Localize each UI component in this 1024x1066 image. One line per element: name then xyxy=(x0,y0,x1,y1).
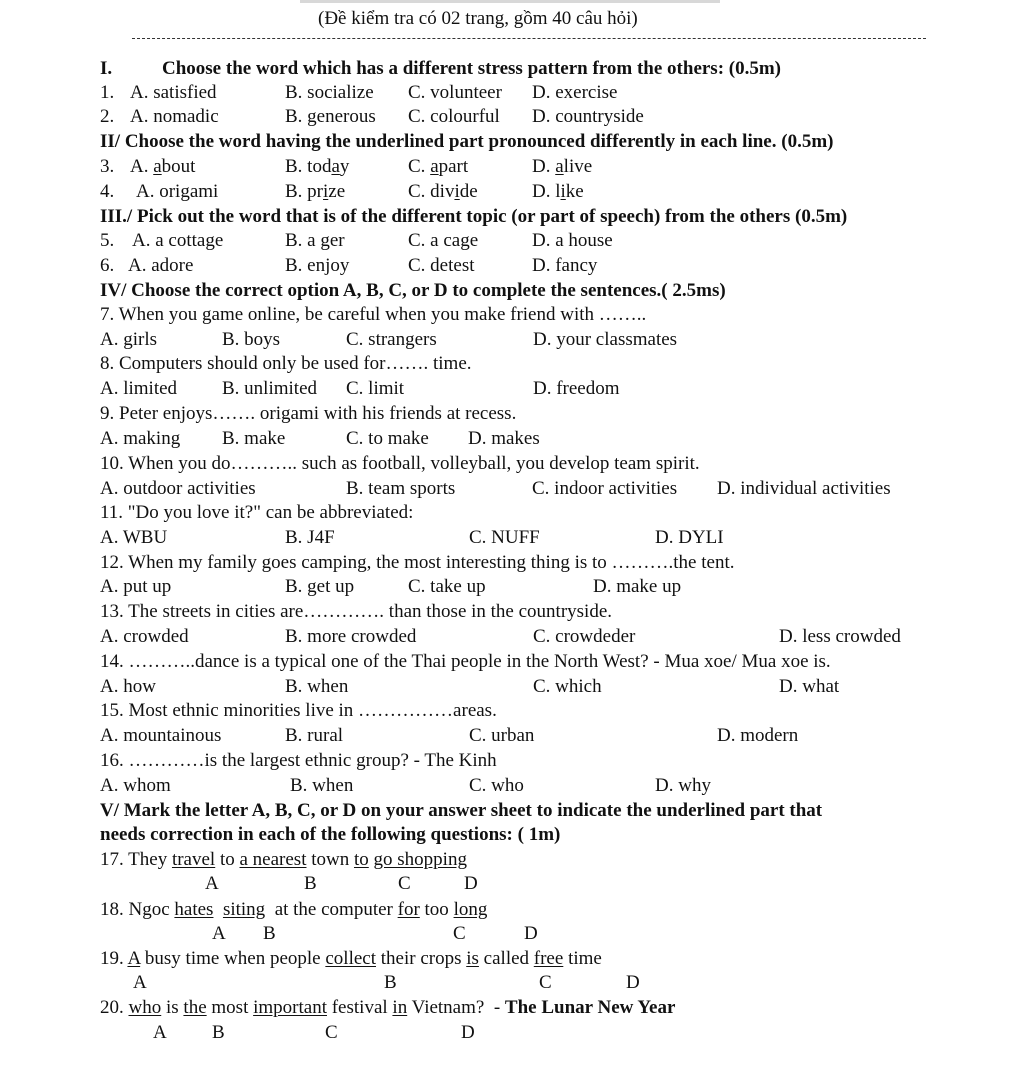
q7-stem: 7. When you game online, be careful when you make friend with …….. xyxy=(100,304,647,325)
q6-option-b: B. enjoy xyxy=(285,255,350,276)
q17-label-b: B xyxy=(304,873,317,894)
q14-option-d: D. what xyxy=(779,676,840,697)
q8-option-c: C. limit xyxy=(346,378,405,399)
q11-option-d: D. DYLI xyxy=(655,527,724,548)
q18-label-c: C xyxy=(453,923,466,944)
q16-option-c: C. who xyxy=(469,775,524,796)
q4-option-b: B. prize xyxy=(285,181,346,202)
q19-sentence: 19. A busy time when people collect their crops is called free time xyxy=(100,948,602,969)
q1-option-b: B. socialize xyxy=(285,82,374,103)
section-1-number: I. xyxy=(100,58,113,79)
q20-label-b: B xyxy=(212,1022,225,1043)
q20-label-a: A xyxy=(153,1022,167,1043)
section-1-heading: Choose the word which has a different stress pattern from the others: (0.5m) xyxy=(162,58,782,79)
q9-option-b: B. make xyxy=(222,428,286,449)
q20-answer: The Lunar New Year xyxy=(504,997,676,1018)
q11-stem: 11. "Do you love it?" can be abbreviated: xyxy=(100,502,414,523)
q2-option-b: B. generous xyxy=(285,106,376,127)
q19-label-a: A xyxy=(133,972,147,993)
q15-option-d: D. modern xyxy=(717,725,799,746)
section-4-heading: IV/ Choose the correct option A, B, C, or D to complete the sentences.( 2.5ms) xyxy=(100,280,726,301)
q9-option-d: D. makes xyxy=(468,428,540,449)
q5-option-d: D. a house xyxy=(532,230,613,251)
q2-option-a: A. nomadic xyxy=(130,106,219,127)
q17-label-c: C xyxy=(398,873,411,894)
q2-option-c: C. colourful xyxy=(408,106,500,127)
q3-option-c: C. apart xyxy=(408,156,469,177)
q16-option-d: D. why xyxy=(655,775,711,796)
q17-sentence: 17. They travel to a nearest town to go shopping xyxy=(100,849,467,870)
q1-option-d: D. exercise xyxy=(532,82,618,103)
section-5-heading-line1: V/ Mark the letter A, B, C, or D on your answer sheet to indicate the underlined part that xyxy=(100,800,823,821)
cropped-header-strip xyxy=(300,0,720,3)
q18-label-a: A xyxy=(212,923,226,944)
q8-option-b: B. unlimited xyxy=(222,378,317,399)
q1-number: 1. xyxy=(100,82,115,103)
q8-stem: 8. Computers should only be used for……. time. xyxy=(100,353,472,374)
q3-option-a: A. about xyxy=(130,156,196,177)
section-2-heading: II/ Choose the word having the underlined part pronounced differently in each line. (0.5m) xyxy=(100,131,834,152)
q14-option-b: B. when xyxy=(285,676,349,697)
q13-option-c: C. crowdeder xyxy=(533,626,636,647)
q9-option-c: C. to make xyxy=(346,428,429,449)
q11-option-b: B. J4F xyxy=(285,527,335,548)
q12-stem: 12. When my family goes camping, the most interesting thing is to ……….the tent. xyxy=(100,552,735,573)
q3-option-b: B. today xyxy=(285,156,350,177)
q5-number: 5. xyxy=(100,230,115,251)
q3-number: 3. xyxy=(100,156,115,177)
q7-option-a: A. girls xyxy=(100,329,157,350)
q12-option-a: A. put up xyxy=(100,576,172,597)
q12-option-b: B. get up xyxy=(285,576,355,597)
q11-option-c: C. NUFF xyxy=(469,527,540,548)
q6-option-a: A. adore xyxy=(128,255,194,276)
q11-option-a: A. WBU xyxy=(100,527,168,548)
q15-option-b: B. rural xyxy=(285,725,344,746)
q16-option-a: A. whom xyxy=(100,775,171,796)
q9-option-a: A. making xyxy=(100,428,181,449)
q4-option-d: D. like xyxy=(532,181,584,202)
q12-option-d: D. make up xyxy=(593,576,682,597)
q18-label-d: D xyxy=(524,923,538,944)
q15-option-a: A. mountainous xyxy=(100,725,222,746)
q16-option-b: B. when xyxy=(290,775,354,796)
q18-label-b: B xyxy=(263,923,276,944)
q7-option-c: C. strangers xyxy=(346,329,437,350)
q14-option-a: A. how xyxy=(100,676,156,697)
q10-option-d: D. individual activities xyxy=(717,478,891,499)
q14-option-c: C. which xyxy=(533,676,602,697)
q19-label-b: B xyxy=(384,972,397,993)
q17-label-a: A xyxy=(205,873,219,894)
q18-sentence: 18. Ngoc hates siting at the computer for too long xyxy=(100,899,488,920)
q2-option-d: D. countryside xyxy=(532,106,644,127)
q4-option-c: C. divide xyxy=(408,181,478,202)
q2-number: 2. xyxy=(100,106,115,127)
q17-label-d: D xyxy=(464,873,478,894)
q19-label-d: D xyxy=(626,972,640,993)
q5-option-a: A. a cottage xyxy=(132,230,224,251)
q1-option-a: A. satisfied xyxy=(130,82,217,103)
q6-number: 6. xyxy=(100,255,115,276)
section-5-heading-line2: needs correction in each of the following questions: ( 1m) xyxy=(100,824,561,845)
q7-option-d: D. your classmates xyxy=(533,329,678,350)
q16-stem: 16. …………is the largest ethnic group? - The Kinh xyxy=(100,750,497,771)
q10-stem: 10. When you do……….. such as football, volleyball, you develop team spirit. xyxy=(100,453,700,474)
q13-option-b: B. more crowded xyxy=(285,626,417,647)
q10-option-c: C. indoor activities xyxy=(532,478,678,499)
q8-option-a: A. limited xyxy=(100,378,178,399)
q12-option-c: C. take up xyxy=(408,576,486,597)
q13-option-a: A. crowded xyxy=(100,626,189,647)
q1-option-c: C. volunteer xyxy=(408,82,502,103)
q4-option-a: A. origami xyxy=(136,181,219,202)
q6-option-d: D. fancy xyxy=(532,255,598,276)
q10-option-a: A. outdoor activities xyxy=(100,478,256,499)
q13-stem: 13. The streets in cities are…………. than those in the countryside. xyxy=(100,601,613,622)
q5-option-c: C. a cage xyxy=(408,230,479,251)
q7-option-b: B. boys xyxy=(222,329,281,350)
q13-option-d: D. less crowded xyxy=(779,626,901,647)
q20-sentence: 20. who is the most important festival in Vietnam? - The Lunar New Year xyxy=(100,997,676,1018)
q5-option-b: B. a ger xyxy=(285,230,345,251)
q4-number: 4. xyxy=(100,181,115,202)
exam-note: (Đề kiểm tra có 02 trang, gồm 40 câu hỏi) xyxy=(318,8,638,29)
q8-option-d: D. freedom xyxy=(533,378,620,399)
q3-option-d: D. alive xyxy=(532,156,593,177)
q15-stem: 15. Most ethnic minorities live in ……………areas. xyxy=(100,700,497,721)
q14-stem: 14. ………..dance is a typical one of the Thai people in the North West? - Mua xoe/ Mua xoe is. xyxy=(100,651,831,672)
q20-label-c: C xyxy=(325,1022,338,1043)
q6-option-c: C. detest xyxy=(408,255,475,276)
q19-label-c: C xyxy=(539,972,552,993)
q9-stem: 9. Peter enjoys……. origami with his friends at recess. xyxy=(100,403,517,424)
q15-option-c: C. urban xyxy=(469,725,535,746)
q10-option-b: B. team sports xyxy=(346,478,456,499)
dashed-divider xyxy=(132,38,926,39)
q20-label-d: D xyxy=(461,1022,475,1043)
section-3-heading: III./ Pick out the word that is of the different topic (or part of speech) from the others (0.5m) xyxy=(100,206,848,227)
